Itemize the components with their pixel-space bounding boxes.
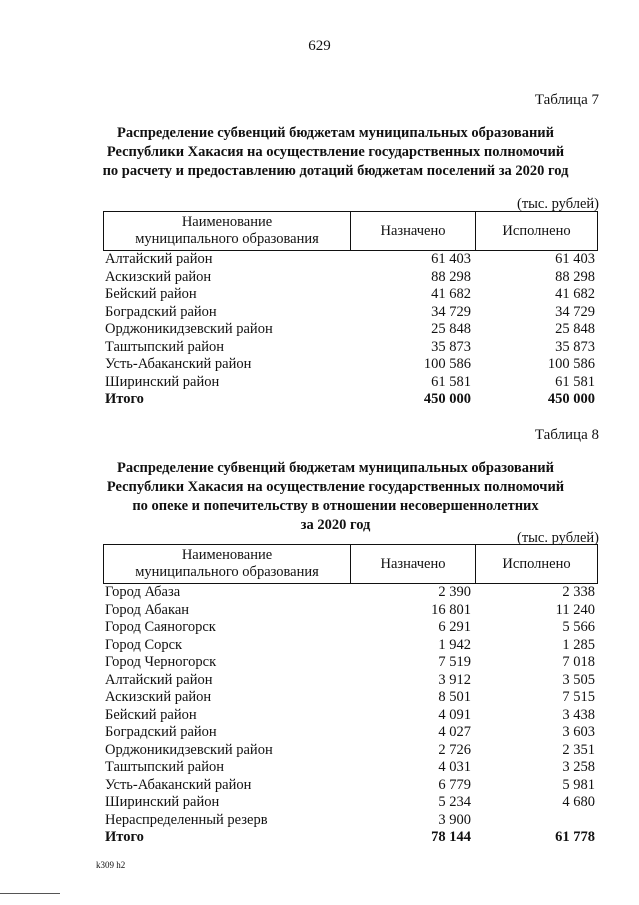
table7-label: Таблица 7 bbox=[534, 92, 599, 108]
table-row bbox=[103, 672, 598, 690]
cell-executed: 5 566 bbox=[562, 619, 595, 635]
cell-executed: 3 603 bbox=[562, 724, 595, 740]
header-name-line1: Наименование bbox=[181, 214, 273, 230]
cell-executed: 2 351 bbox=[562, 741, 595, 758]
cell-executed: 88 298 bbox=[555, 268, 595, 285]
table-row bbox=[103, 356, 598, 374]
cell-assigned: 3 900 bbox=[438, 811, 471, 828]
total-row bbox=[103, 829, 598, 847]
table8-title bbox=[0, 459, 639, 535]
table-row bbox=[103, 304, 598, 322]
cell-name: Город Сорск bbox=[105, 636, 183, 653]
header-name-line2: муниципального образования bbox=[135, 231, 319, 247]
total-assigned: 450 000 bbox=[423, 391, 471, 407]
cell-name: Ширинский район bbox=[105, 373, 220, 390]
cell-name: Аскизский район bbox=[105, 689, 212, 705]
header-executed: Исполнено bbox=[502, 555, 571, 572]
cell-assigned: 61 581 bbox=[431, 373, 471, 390]
cell-executed: 3 438 bbox=[562, 706, 595, 723]
cell-executed: 2 338 bbox=[562, 584, 595, 600]
cell-executed: 3 258 bbox=[562, 759, 595, 775]
table-row bbox=[103, 794, 598, 812]
table-row bbox=[103, 269, 598, 287]
cell-name: Бейский район bbox=[105, 286, 197, 302]
cell-assigned: 100 586 bbox=[423, 356, 471, 372]
cell-name: Таштыпский район bbox=[105, 759, 225, 775]
cell-executed: 34 729 bbox=[555, 303, 595, 320]
cell-assigned: 2 390 bbox=[438, 584, 471, 600]
cell-executed: 35 873 bbox=[555, 338, 595, 355]
table7-title bbox=[0, 124, 639, 181]
cell-executed: 100 586 bbox=[547, 356, 595, 372]
cell-executed: 41 682 bbox=[555, 286, 595, 302]
cell-executed: 3 505 bbox=[562, 671, 595, 688]
table7-unit: (тыс. рублей) bbox=[517, 196, 599, 212]
table-row bbox=[103, 584, 598, 602]
cell-name: Ширинский район bbox=[105, 794, 220, 810]
cell-name: Город Абакан bbox=[105, 601, 190, 618]
table8-body bbox=[103, 584, 598, 847]
cell-name: Алтайский район bbox=[105, 671, 213, 688]
cell-name: Боградский район bbox=[105, 303, 217, 320]
cell-name: Нераспределенный резерв bbox=[105, 811, 268, 828]
total-row bbox=[103, 391, 598, 409]
cell-executed: 7 515 bbox=[562, 689, 595, 705]
table-row bbox=[103, 812, 598, 830]
cell-assigned: 16 801 bbox=[431, 601, 471, 618]
cell-assigned: 4 091 bbox=[438, 706, 471, 723]
cell-name: Усть-Абаканский район bbox=[105, 356, 252, 372]
table-row bbox=[103, 286, 598, 304]
cell-name: Орджоникидзевский район bbox=[105, 741, 273, 758]
header-assigned: Назначено bbox=[351, 545, 476, 583]
cell-executed: 11 240 bbox=[555, 601, 595, 618]
cell-assigned: 34 729 bbox=[431, 303, 471, 320]
table-row bbox=[103, 321, 598, 339]
cell-name: Аскизский район bbox=[105, 268, 212, 285]
total-assigned: 78 144 bbox=[431, 829, 471, 845]
table-row bbox=[103, 339, 598, 357]
table8-unit: (тыс. рублей) bbox=[517, 530, 599, 546]
total-executed: 61 778 bbox=[555, 829, 595, 845]
cell-assigned: 4 027 bbox=[438, 724, 471, 740]
header-name-line1: Наименование bbox=[181, 547, 273, 563]
cell-name: Город Черногорск bbox=[105, 654, 217, 670]
header-name-line2: муниципального образования bbox=[135, 564, 319, 580]
table-row bbox=[103, 689, 598, 707]
cell-name: Усть-Абаканский район bbox=[105, 776, 252, 793]
cell-executed: 5 981 bbox=[562, 776, 595, 793]
table7-body bbox=[103, 251, 598, 409]
cell-executed: 25 848 bbox=[555, 321, 595, 337]
cell-assigned: 88 298 bbox=[431, 268, 471, 285]
header-assigned: Назначено bbox=[351, 212, 476, 250]
table-row bbox=[103, 374, 598, 392]
cell-assigned: 2 726 bbox=[438, 741, 471, 758]
cell-assigned: 1 942 bbox=[438, 636, 471, 653]
cell-executed: 4 680 bbox=[562, 794, 595, 810]
cell-executed bbox=[475, 812, 598, 830]
cell-name: Бейский район bbox=[105, 706, 197, 723]
table-row bbox=[103, 724, 598, 742]
header-executed: Исполнено bbox=[502, 222, 571, 239]
cell-name: Алтайский район bbox=[105, 251, 213, 267]
table8-header bbox=[103, 544, 598, 584]
cell-assigned: 5 234 bbox=[438, 794, 471, 810]
table-row bbox=[103, 777, 598, 795]
table7-title-line: Распределение субвенций бюджетам муниципальных образований bbox=[116, 125, 555, 141]
table-row bbox=[103, 251, 598, 269]
cell-assigned: 61 403 bbox=[431, 251, 471, 267]
cell-executed: 7 018 bbox=[562, 654, 595, 670]
table8-title-line: Распределение субвенций бюджетам муниципальных образований bbox=[116, 460, 555, 476]
cell-executed: 1 285 bbox=[562, 636, 595, 653]
table-row bbox=[103, 654, 598, 672]
table-row bbox=[103, 602, 598, 620]
table8-label: Таблица 8 bbox=[534, 427, 599, 443]
table7-header bbox=[103, 211, 598, 251]
header-name bbox=[104, 545, 351, 583]
table8-title-line: за 2020 год bbox=[300, 517, 371, 533]
cell-name: Таштыпский район bbox=[105, 338, 225, 355]
cell-assigned: 35 873 bbox=[431, 338, 471, 355]
table8-title-line: по опеке и попечительству в отношении несовершеннолетних bbox=[132, 498, 539, 514]
table-row bbox=[103, 637, 598, 655]
cell-executed: 61 581 bbox=[555, 373, 595, 390]
total-name: Итого bbox=[105, 829, 144, 845]
cell-assigned: 7 519 bbox=[438, 654, 471, 670]
divider bbox=[0, 893, 60, 894]
table-row bbox=[103, 742, 598, 760]
table7-title-line: Республики Хакасия на осуществление государственных полномочий bbox=[106, 144, 565, 160]
table-row bbox=[103, 619, 598, 637]
cell-name: Боградский район bbox=[105, 724, 217, 740]
header-name bbox=[104, 212, 351, 250]
cell-assigned: 4 031 bbox=[438, 759, 471, 775]
cell-assigned: 3 912 bbox=[438, 671, 471, 688]
cell-executed: 61 403 bbox=[555, 251, 595, 267]
cell-assigned: 41 682 bbox=[431, 286, 471, 302]
footer-code: k309 h2 bbox=[96, 860, 126, 870]
table7-title-line: по расчету и предоставлению дотаций бюджетам поселений за 2020 год bbox=[102, 163, 569, 179]
page-number: 629 bbox=[308, 38, 331, 54]
table-row bbox=[103, 759, 598, 777]
cell-name: Город Абаза bbox=[105, 584, 181, 600]
cell-assigned: 6 779 bbox=[438, 776, 471, 793]
cell-assigned: 8 501 bbox=[438, 689, 471, 705]
cell-assigned: 25 848 bbox=[431, 321, 471, 337]
table8-title-line: Республики Хакасия на осуществление государственных полномочий bbox=[106, 479, 565, 495]
total-name: Итого bbox=[105, 391, 144, 407]
table-row bbox=[103, 707, 598, 725]
cell-name: Город Саяногорск bbox=[105, 619, 216, 635]
total-executed: 450 000 bbox=[547, 391, 595, 407]
cell-assigned: 6 291 bbox=[438, 619, 471, 635]
cell-name: Орджоникидзевский район bbox=[105, 321, 273, 337]
